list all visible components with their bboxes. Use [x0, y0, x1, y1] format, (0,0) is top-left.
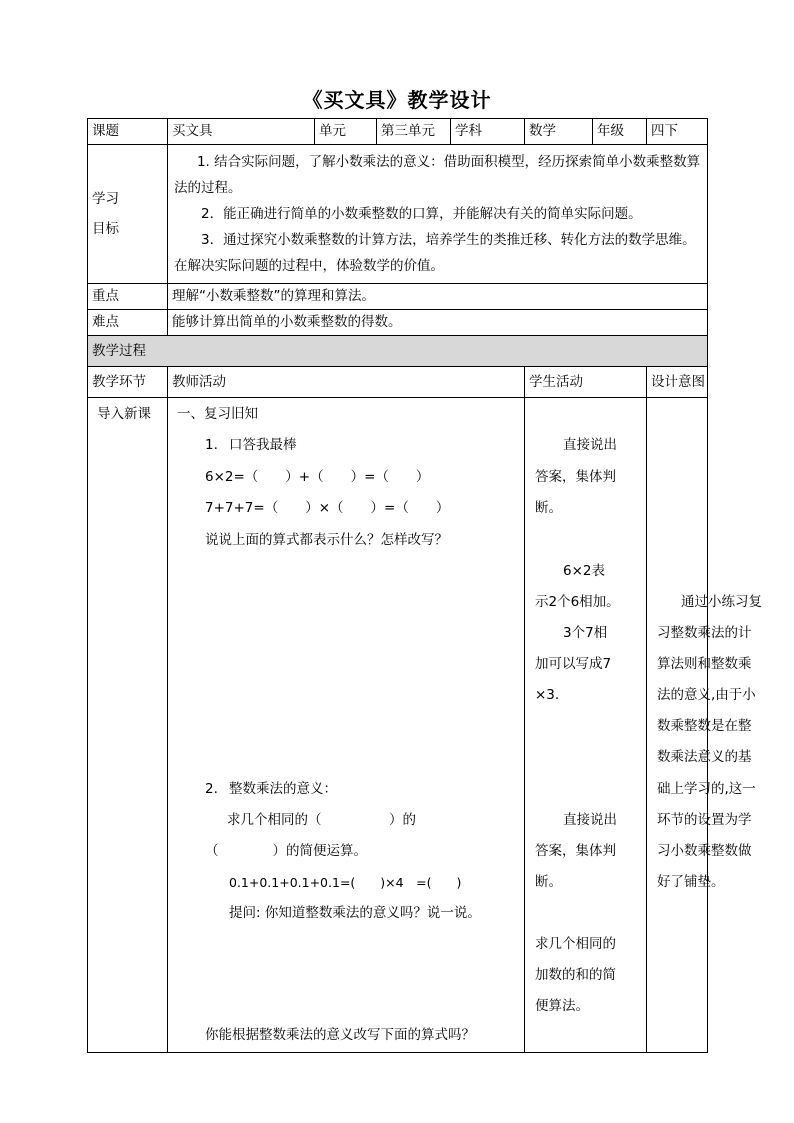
objectives-label: 学习 目标	[88, 145, 168, 284]
student-line: 答案，集体判	[535, 469, 616, 485]
student-line: 直接说出	[563, 812, 617, 828]
objective-item: 2．能正确进行简单的小数乘整数的口算，并能解决有关的简单实际问题。	[201, 206, 642, 222]
grade-label: 年级	[593, 119, 647, 145]
header-row	[88, 119, 708, 145]
teacher-section-title: 一、复习旧知	[177, 406, 258, 422]
difficulty-text: 能够计算出简单的小数乘整数的得数。	[168, 310, 708, 336]
col-student-header: 学生活动	[525, 367, 647, 398]
topic-label: 课题	[88, 119, 168, 145]
difficulty-label: 难点	[88, 310, 168, 336]
process-heading: 教学过程	[88, 336, 708, 367]
question-rewrite-2: 你能根据整数乘法的意义改写下面的算式吗？	[205, 1027, 475, 1043]
process-heading-row	[88, 336, 708, 367]
student-line: ×3.	[535, 687, 560, 703]
topic-value: 买文具	[168, 119, 315, 145]
objective-item: 3．通过探究小数乘整数的计算方法，培养学生的类推迁移、转化方法的数学思维。在解决实际问题的过程中，体验数学的价值。	[174, 232, 696, 274]
unit-value: 第三单元	[377, 119, 451, 145]
design-intent-cell	[647, 398, 762, 1053]
q1-title: 口答我最棒	[229, 437, 297, 453]
objective-item: 1. 结合实际问题，了解小数乘法的意义：借助面积模型，经历探索简单小数乘整数算法的过程。	[174, 154, 701, 196]
question-rewrite: 说说上面的算式都表示什么？怎样改写？	[205, 532, 448, 548]
student-line: 断。	[535, 500, 562, 516]
fill-blank-1: 求几个相同的（ ）的	[227, 812, 416, 828]
subject-value: 数学	[525, 119, 593, 145]
lesson-plan-table	[87, 118, 762, 1053]
col-teacher-header: 教师活动	[168, 367, 525, 398]
student-line: 示2个6相加。	[535, 594, 620, 610]
q2-number: 2.	[205, 781, 218, 797]
key-point-label: 重点	[88, 284, 168, 310]
equation-3: 0.1+0.1+0.1+0.1=( )×4 =( )	[229, 875, 462, 890]
design-line: 通过小练习复	[681, 594, 762, 610]
stage-row	[88, 398, 708, 1053]
equation-1: 6×2=（ ）+（ ）=（ ）	[205, 469, 430, 485]
subject-label: 学科	[451, 119, 525, 145]
student-line: 求几个相同的	[535, 936, 616, 952]
q1-number: 1.	[205, 437, 218, 453]
student-line: 加可以写成7	[535, 656, 612, 672]
equation-2: 7+7+7=（ ）×（ ）=（ ）	[205, 500, 450, 516]
design-line: 础上学习的,这一	[657, 781, 756, 797]
student-line: 断。	[535, 874, 562, 890]
key-point-row	[88, 284, 708, 310]
key-point-text: 理解“小数乘整数”的算理和算法。	[168, 284, 708, 310]
student-line: 答案，集体判	[535, 843, 616, 859]
design-line: 习小数乘整数做	[657, 843, 752, 859]
student-line: 加数的和的简	[535, 967, 616, 983]
unit-label: 单元	[315, 119, 377, 145]
objectives-row	[88, 145, 708, 284]
objectives-content	[168, 145, 708, 284]
student-activity-cell	[525, 398, 647, 1053]
col-stage-header: 教学环节	[88, 367, 168, 398]
stage-name: 导入新课	[97, 406, 151, 422]
design-line: 数乘法意义的基	[657, 749, 752, 765]
student-line: 6×2表	[563, 563, 605, 579]
teacher-activity-cell	[168, 398, 525, 1053]
design-line: 法的意义,由于小	[657, 687, 756, 703]
student-line: 直接说出	[563, 437, 617, 453]
design-line: 好了铺垫。	[657, 874, 725, 890]
student-line: 便算法。	[535, 998, 589, 1014]
difficulty-row	[88, 310, 708, 336]
grade-value: 四下	[647, 119, 708, 145]
fill-blank-2: （ ）的简便运算。	[205, 843, 367, 859]
student-line: 3个7相	[563, 625, 608, 641]
design-line: 环节的设置为学	[657, 812, 752, 828]
design-line: 算法则和整数乘	[657, 656, 752, 672]
q2-title: 整数乘法的意义：	[229, 781, 337, 797]
stage-name-cell	[88, 398, 168, 1053]
question-meaning: 提问: 你知道整数乘法的意义吗？说一说。	[229, 905, 481, 921]
col-design-header: 设计意图	[647, 367, 708, 398]
process-columns-row	[88, 367, 708, 398]
document-title: 《买文具》教学设计	[302, 88, 492, 112]
design-line: 数乘整数是在整	[657, 718, 752, 734]
design-line: 习整数乘法的计	[657, 625, 752, 641]
